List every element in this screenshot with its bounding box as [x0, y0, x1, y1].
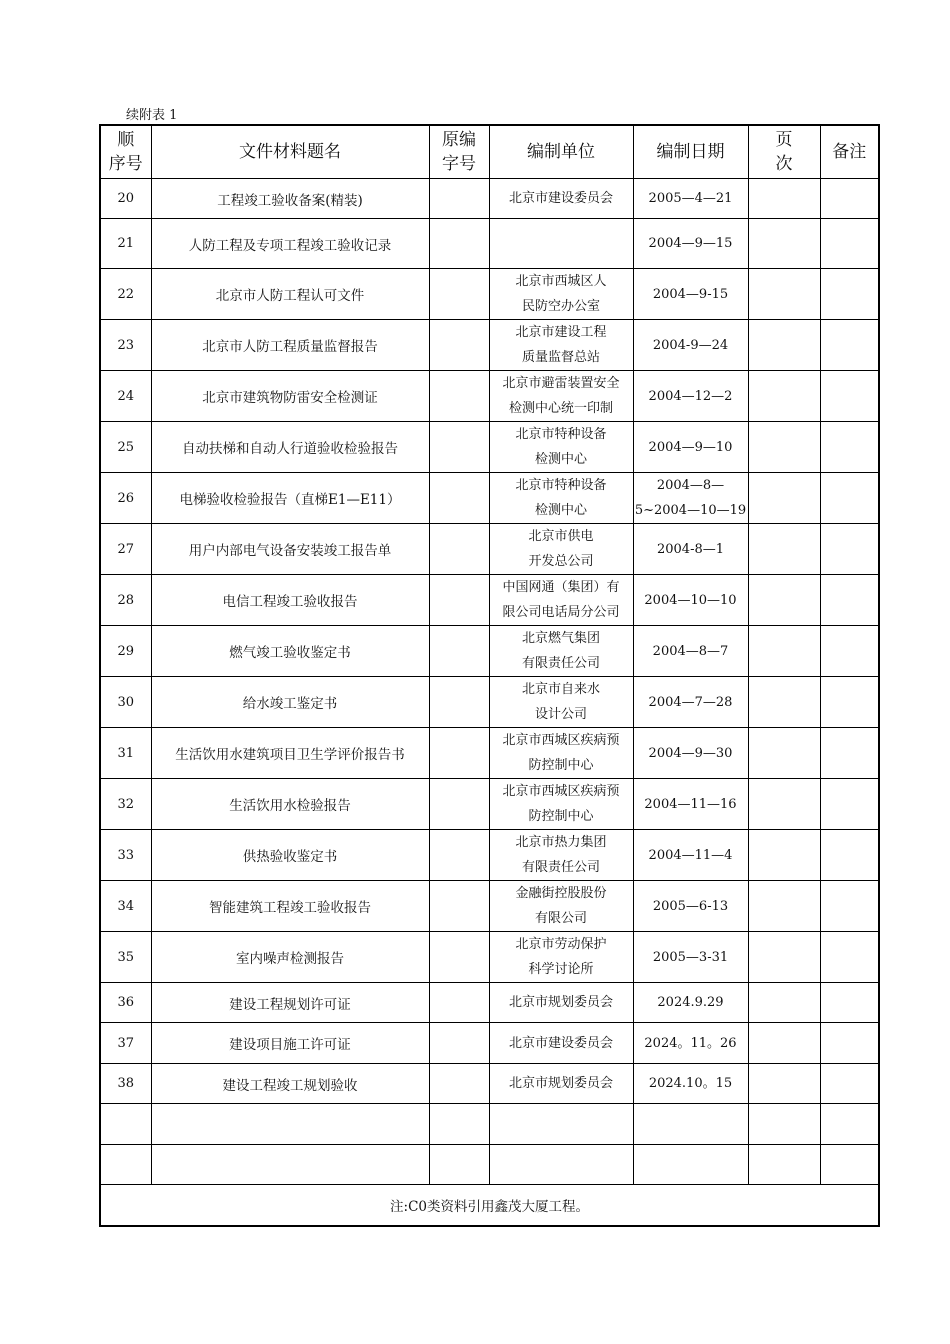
row-remark: [820, 932, 879, 983]
row-number: [100, 1104, 151, 1145]
date-line: 2004—11—4: [648, 847, 733, 863]
header-page-line1: 页: [775, 130, 793, 150]
row-unit: [489, 728, 633, 779]
row-unit: [489, 830, 633, 881]
row-number: 38: [100, 1064, 151, 1104]
table-row: [100, 473, 879, 524]
unit-line: 北京市建设委员会: [508, 1035, 613, 1051]
date-line: 2004—10—10: [644, 592, 737, 608]
row-remark: [820, 728, 879, 779]
row-number: 22: [100, 269, 151, 320]
row-page: [748, 473, 820, 524]
unit-line: 北京市建设委员会: [508, 191, 613, 206]
row-title: 建设工程竣工规划验收: [151, 1064, 429, 1104]
row-title: 北京市人防工程质量监督报告: [151, 320, 429, 371]
table-row: [100, 1104, 879, 1145]
row-title: 用户内部电气设备安装竣工报告单: [151, 524, 429, 575]
row-unit: [489, 779, 633, 830]
unit-line: 开发总公司: [528, 554, 594, 569]
row-remark: [820, 830, 879, 881]
row-date: [633, 575, 748, 626]
row-date: [633, 1023, 748, 1064]
header-orig: [429, 125, 489, 179]
row-unit: [489, 524, 633, 575]
row-date: [633, 830, 748, 881]
row-page: [748, 830, 820, 881]
row-original-number: [429, 830, 489, 881]
row-date: [633, 320, 748, 371]
row-title: 生活饮用水检验报告: [151, 779, 429, 830]
date-line: 2004—8—: [656, 478, 725, 493]
row-date: [633, 422, 748, 473]
row-title: 北京市人防工程认可文件: [151, 269, 429, 320]
row-page: [748, 728, 820, 779]
row-date: [633, 473, 748, 524]
unit-line: 北京市西城区人: [515, 274, 607, 289]
unit-line: 北京市特种设备: [515, 478, 607, 493]
date-line: 2004—9-15: [652, 286, 729, 302]
table-row: [100, 269, 879, 320]
row-remark: [820, 983, 879, 1023]
row-number: 25: [100, 422, 151, 473]
header-unit: 编制单位: [489, 125, 633, 179]
row-number: 35: [100, 932, 151, 983]
row-unit: [489, 1064, 633, 1104]
date-line: 2004—11—16: [644, 796, 737, 812]
row-page: [748, 219, 820, 269]
header-remark: 备注: [820, 125, 879, 179]
unit-line: 金融街控股股份: [515, 886, 607, 901]
header-seq-line2: 序号: [108, 154, 143, 174]
row-original-number: [429, 1064, 489, 1104]
footnote: 注:C0类资料引用鑫茂大厦工程。: [100, 1185, 879, 1227]
row-page: [748, 575, 820, 626]
table-body: [100, 179, 879, 1185]
row-page: [748, 1023, 820, 1064]
row-date: [633, 524, 748, 575]
unit-line: 北京市西城区疾病预: [502, 733, 620, 748]
row-original-number: [429, 728, 489, 779]
row-number: 21: [100, 219, 151, 269]
row-original-number: [429, 779, 489, 830]
table-row: [100, 320, 879, 371]
table-row: [100, 219, 879, 269]
table-row: [100, 830, 879, 881]
unit-line: 民防空办公室: [521, 299, 600, 314]
row-remark: [820, 422, 879, 473]
row-number: 31: [100, 728, 151, 779]
header-seq: [100, 125, 151, 179]
date-line: 5~2004—10—19: [634, 503, 747, 518]
row-original-number: [429, 575, 489, 626]
row-remark: [820, 269, 879, 320]
row-original-number: [429, 983, 489, 1023]
row-number: 20: [100, 179, 151, 219]
row-unit: [489, 677, 633, 728]
table-row: [100, 1023, 879, 1064]
unit-line: 北京市规划委员会: [508, 1076, 613, 1091]
date-line: 2004—8—7: [652, 643, 729, 659]
header-title: 文件材料题名: [151, 125, 429, 179]
document-table: [99, 124, 880, 1227]
row-unit: [489, 219, 633, 269]
table-row: [100, 626, 879, 677]
row-page: [748, 779, 820, 830]
row-unit: [489, 881, 633, 932]
row-original-number: [429, 524, 489, 575]
header-page: [748, 125, 820, 179]
row-unit: [489, 575, 633, 626]
unit-line: 防控制中心: [528, 758, 594, 773]
row-page: [748, 626, 820, 677]
date-line: 2004—12—2: [648, 388, 733, 404]
row-page: [748, 1145, 820, 1185]
row-remark: [820, 626, 879, 677]
row-unit: [489, 269, 633, 320]
date-line: 2005—4—21: [648, 191, 733, 206]
row-title: 电信工程竣工验收报告: [151, 575, 429, 626]
row-original-number: [429, 219, 489, 269]
row-title: [151, 1145, 429, 1185]
table-row: [100, 422, 879, 473]
row-title: 生活饮用水建筑项目卫生学评价报告书: [151, 728, 429, 779]
row-number: 28: [100, 575, 151, 626]
header-page-line2: 次: [775, 154, 793, 174]
row-number: [100, 1145, 151, 1185]
row-date: [633, 1104, 748, 1145]
row-page: [748, 524, 820, 575]
row-title: 室内噪声检测报告: [151, 932, 429, 983]
row-date: [633, 677, 748, 728]
date-line: 2004—9—15: [648, 236, 733, 251]
row-original-number: [429, 1145, 489, 1185]
row-date: [633, 983, 748, 1023]
unit-line: 有限责任公司: [521, 860, 600, 875]
row-number: 33: [100, 830, 151, 881]
table-row: [100, 1064, 879, 1104]
row-date: [633, 219, 748, 269]
row-remark: [820, 779, 879, 830]
row-date: [633, 371, 748, 422]
unit-line: 北京燃气集团: [521, 631, 600, 646]
unit-line: 检测中心: [534, 452, 587, 467]
date-line: 2004—9—30: [648, 745, 733, 761]
unit-line: 科学讨论所: [528, 962, 594, 977]
table-caption: 续附表 1: [126, 108, 178, 123]
table-row: [100, 677, 879, 728]
row-number: 26: [100, 473, 151, 524]
row-original-number: [429, 1104, 489, 1145]
row-number: 23: [100, 320, 151, 371]
row-remark: [820, 881, 879, 932]
date-line: 2005—6-13: [652, 898, 729, 914]
row-remark: [820, 524, 879, 575]
row-title: [151, 1104, 429, 1145]
date-line: 2004-9—24: [652, 337, 729, 353]
row-page: [748, 677, 820, 728]
row-unit: [489, 932, 633, 983]
unit-line: 北京市劳动保护: [515, 937, 607, 952]
unit-line: 质量监督总站: [521, 350, 600, 365]
row-remark: [820, 179, 879, 219]
row-number: 29: [100, 626, 151, 677]
unit-line: 有限责任公司: [521, 656, 600, 671]
row-page: [748, 320, 820, 371]
unit-line: 设计公司: [534, 707, 587, 722]
row-number: 32: [100, 779, 151, 830]
row-number: 24: [100, 371, 151, 422]
row-title: 建设工程规划许可证: [151, 983, 429, 1023]
row-page: [748, 983, 820, 1023]
unit-line: 北京市西城区疾病预: [502, 784, 620, 799]
date-line: 2004—7—28: [648, 694, 733, 710]
row-page: [748, 1064, 820, 1104]
row-original-number: [429, 269, 489, 320]
row-date: [633, 1145, 748, 1185]
unit-line: 限公司电话局分公司: [502, 605, 620, 620]
unit-line: 检测中心统一印制: [508, 401, 613, 416]
header-date: 编制日期: [633, 125, 748, 179]
row-number: 37: [100, 1023, 151, 1064]
row-unit: [489, 179, 633, 219]
row-original-number: [429, 1023, 489, 1064]
unit-line: 北京市供电: [528, 529, 594, 544]
row-date: [633, 779, 748, 830]
table-row: [100, 983, 879, 1023]
row-original-number: [429, 932, 489, 983]
header-row: [100, 125, 879, 179]
unit-line: 北京市特种设备: [515, 427, 607, 442]
row-unit: [489, 1023, 633, 1064]
row-unit: [489, 473, 633, 524]
date-line: 2024.10。15: [648, 1076, 733, 1091]
table-row: [100, 575, 879, 626]
row-number: 36: [100, 983, 151, 1023]
row-original-number: [429, 320, 489, 371]
unit-line: 北京市建设工程: [515, 325, 607, 340]
row-title: 供热验收鉴定书: [151, 830, 429, 881]
row-number: 34: [100, 881, 151, 932]
row-remark: [820, 1104, 879, 1145]
row-remark: [820, 371, 879, 422]
row-remark: [820, 677, 879, 728]
table-row: [100, 371, 879, 422]
row-title: 工程竣工验收备案(精装): [151, 179, 429, 219]
row-title: 北京市建筑物防雷安全检测证: [151, 371, 429, 422]
row-title: 智能建筑工程竣工验收报告: [151, 881, 429, 932]
row-date: [633, 728, 748, 779]
row-number: 30: [100, 677, 151, 728]
row-original-number: [429, 179, 489, 219]
header-seq-line1: 顺: [117, 130, 135, 150]
date-line: 2024。11。26: [644, 1035, 737, 1051]
row-original-number: [429, 626, 489, 677]
row-date: [633, 932, 748, 983]
unit-line: 北京市规划委员会: [508, 995, 613, 1010]
row-remark: [820, 219, 879, 269]
row-title: 给水竣工鉴定书: [151, 677, 429, 728]
row-number: 27: [100, 524, 151, 575]
row-title: 建设项目施工许可证: [151, 1023, 429, 1064]
note-row: [100, 1185, 879, 1227]
row-unit: [489, 371, 633, 422]
row-remark: [820, 1064, 879, 1104]
unit-line: 北京市热力集团: [515, 835, 607, 850]
row-unit: [489, 422, 633, 473]
row-original-number: [429, 371, 489, 422]
table-row: [100, 524, 879, 575]
row-page: [748, 881, 820, 932]
table-row: [100, 179, 879, 219]
header-orig-line2: 字号: [442, 154, 476, 174]
table-row: [100, 1145, 879, 1185]
date-line: 2004-8—1: [656, 541, 725, 557]
row-unit: [489, 1145, 633, 1185]
row-original-number: [429, 677, 489, 728]
row-title: 电梯验收检验报告（直梯E1—E11）: [151, 473, 429, 524]
row-page: [748, 371, 820, 422]
unit-line: 有限公司: [534, 911, 587, 926]
row-original-number: [429, 881, 489, 932]
row-title: 自动扶梯和自动人行道验收检验报告: [151, 422, 429, 473]
row-date: [633, 626, 748, 677]
table-row: [100, 881, 879, 932]
row-page: [748, 269, 820, 320]
date-line: 2024.9.29: [657, 995, 724, 1010]
unit-line: 中国网通（集团）有: [502, 580, 620, 595]
row-page: [748, 422, 820, 473]
row-page: [748, 932, 820, 983]
date-line: 2005—3-31: [652, 949, 729, 965]
row-page: [748, 1104, 820, 1145]
row-date: [633, 269, 748, 320]
row-remark: [820, 1023, 879, 1064]
unit-line: 检测中心: [534, 503, 587, 518]
row-remark: [820, 1145, 879, 1185]
unit-line: 北京市自来水: [521, 682, 600, 697]
row-unit: [489, 320, 633, 371]
row-date: [633, 1064, 748, 1104]
unit-line: 防控制中心: [528, 809, 594, 824]
row-date: [633, 881, 748, 932]
row-original-number: [429, 422, 489, 473]
row-original-number: [429, 473, 489, 524]
row-remark: [820, 473, 879, 524]
table-row: [100, 779, 879, 830]
header-orig-line1: 原编: [442, 130, 476, 150]
row-remark: [820, 575, 879, 626]
row-unit: [489, 983, 633, 1023]
row-title: 燃气竣工验收鉴定书: [151, 626, 429, 677]
table-row: [100, 728, 879, 779]
date-line: 2004—9—10: [648, 439, 733, 455]
row-remark: [820, 320, 879, 371]
table-row: [100, 932, 879, 983]
row-title: 人防工程及专项工程竣工验收记录: [151, 219, 429, 269]
row-unit: [489, 626, 633, 677]
row-page: [748, 179, 820, 219]
row-unit: [489, 1104, 633, 1145]
row-date: [633, 179, 748, 219]
unit-line: 北京市避雷装置安全: [502, 376, 620, 391]
